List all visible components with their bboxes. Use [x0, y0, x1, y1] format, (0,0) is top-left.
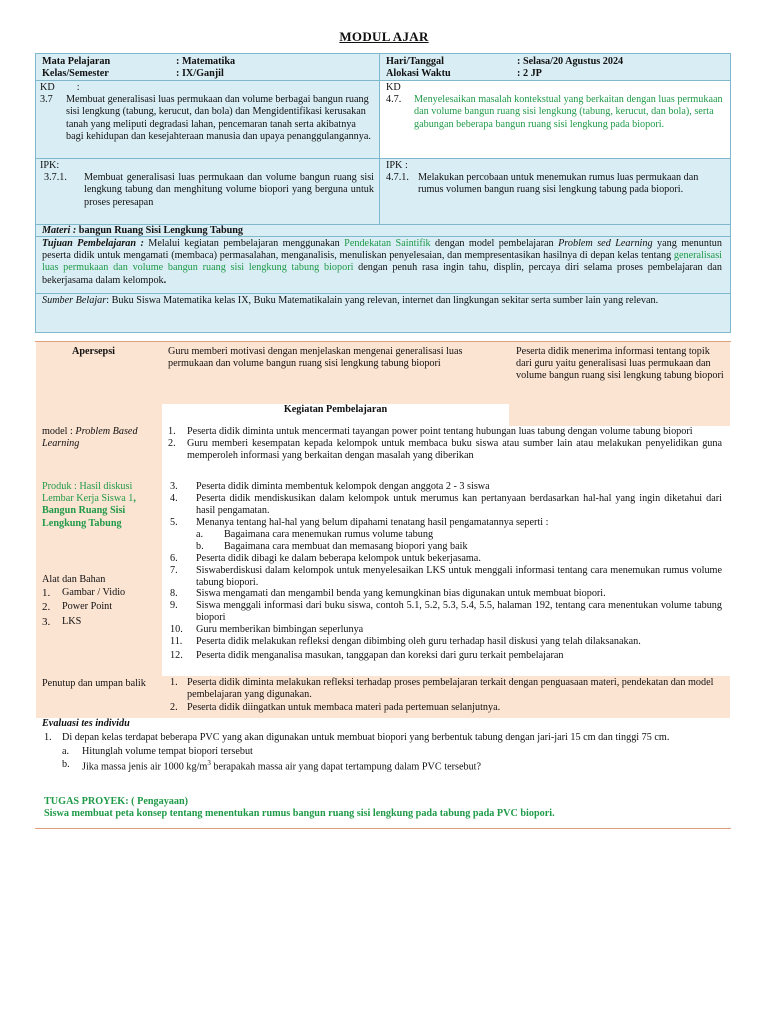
sub-question-text: Jika massa jenis air 1000 kg/m: [82, 761, 208, 773]
produk-label-text: Produk : Hasil diskusi Lembar Kerja Siswa 1: [42, 481, 134, 505]
step-text: Siswa menggali informasi dari buku siswa, contoh 5.1, 5.2, 5.3, 5.4, 5.5, halaman 192, tentang cara menentukan volume tabung biopori: [196, 600, 722, 624]
date-label: Hari/Tanggal: [386, 56, 444, 67]
sub-step-num: b.: [196, 540, 204, 552]
tujuan-topic: generalisasi luas permukaan dan volume bangun ruang sisi lengkung tabung biopori: [42, 250, 722, 274]
penutup-num: 2.: [170, 702, 178, 714]
step-text: Peserta didik melakukan refleksi dengan dibimbing oleh guru terhadap hasil diskusi yang telah dilaksanakan.: [196, 636, 641, 648]
tujuan-row: [42, 238, 722, 287]
step-text: Guru memberikan bimbingan seperlunya: [196, 624, 364, 636]
sub-question-num: a.: [62, 746, 70, 758]
header-left: [42, 56, 372, 80]
kd-left: [40, 82, 374, 143]
kd-left-label: KD: [40, 82, 55, 93]
kegiatan-title: Kegiatan Pembelajaran: [162, 404, 509, 426]
kd-left-colon: :: [76, 82, 80, 93]
superscript: 3: [207, 759, 211, 768]
sumber-row: [42, 295, 722, 307]
step-num: 8.: [170, 588, 178, 600]
alat-item: Gambar / Vidio: [62, 587, 126, 599]
produk-value: Bangun Ruang Sisi Lengkung Tabung: [42, 505, 126, 529]
divider-line: [35, 293, 731, 294]
alat-num: 1.: [42, 587, 51, 600]
divider-line: [35, 828, 731, 829]
time-value: : 2 JP: [517, 68, 542, 80]
materi-label: Materi :: [42, 225, 77, 236]
time-label: Alokasi Waktu: [386, 68, 451, 80]
apersepsi-label: Apersepsi: [72, 346, 116, 357]
class-label: Kelas/Semester: [42, 68, 109, 80]
tujuan-model: Problem sed Learning: [558, 238, 653, 249]
sumber-text: : Buku Siswa Matematika kelas IX, Buku Matematikalain yang relevan, internet dan lingkungan sekitar serta sumber lain yang relevan.: [106, 295, 659, 306]
produk-label: [42, 481, 160, 530]
apersepsi-teacher: Guru memberi motivasi dengan menjelaskan mengenai generalisasi luas permukaan dan volume bangun ruang sisi lengkung tabung biopori: [168, 346, 463, 370]
step-num: 10.: [170, 624, 183, 636]
sub-step-text: Bagaimana cara membuat dan memasang biopori yang baik: [224, 540, 468, 552]
steps-main: [170, 481, 722, 662]
divider-line: [35, 158, 731, 159]
sub-question-text: Hitunglah volume tempat biopori tersebut: [82, 746, 253, 758]
header-right: [386, 56, 726, 80]
penutup-text: Peserta didik diminta melakukan refleksi terhadap proses pembelajaran terkait dengan penguasaan materi, pendekatan dan model pembelajaran yang digunakan.: [187, 677, 714, 701]
evaluasi-question: [44, 732, 716, 774]
step-num: 9.: [170, 600, 178, 612]
ipk-left-text: Membuat generalisasi luas permukaan dan volume bangun ruang sisi lengkung tabung dan menghitung volume biopori yang berguna untuk proses peresapan: [84, 172, 374, 208]
sub-step-num: a.: [196, 528, 204, 540]
tugas-text: Siswa membuat peta konsep tentang menentukan rumus bangun ruang sisi lengkung pada tabung pada PVC biopori.: [44, 808, 555, 819]
ipk-left-number: 3.7.1.: [44, 172, 67, 184]
kd-right: [380, 81, 730, 158]
kd-left-text: Membuat generalisasi luas permukaan dan volume berbagai bangun ruang sisi lengkung (tabung, kerucut, dan bola) dan Mengidentifikasi kerusakan tanah yang meliputi degradasi lahan, pencemaran tanah serta akibatnya bagi kehidupan dan kesejahteraan manusia dan upaya penanggulangannya.: [66, 94, 371, 142]
alat-bahan: [42, 574, 160, 629]
step-num: 4.: [170, 492, 178, 504]
ipk-right-text: Melakukan percobaan untuk menemukan rumus luas permukaan dan rumus volumen bangun ruang sisi lengkung tabung pada biopori.: [418, 172, 699, 196]
materi-text: bangun Ruang Sisi Lengkung Tabung: [76, 225, 244, 236]
evaluasi-title: Evaluasi tes individu: [42, 718, 130, 729]
sub-question-num: b.: [62, 759, 70, 771]
question-num: 1.: [44, 732, 52, 743]
page-title: MODUL AJAR: [339, 29, 429, 44]
apersepsi-student: Peserta didik menerima informasi tentang topik dari guru yaitu generalisasi luas permukaan dan volume bangun ruang sisi lengkung tabung biopori: [516, 346, 724, 382]
alat-item: Power Point: [62, 601, 113, 613]
step-text: Siswa mengamati dan mengambil benda yang kemungkinan bias digunakan untuk membuat biopori.: [196, 588, 606, 600]
produk-separator: ,: [133, 493, 136, 505]
kd-right-text: Menyelesaikan masalah kontekstual yang berkaitan dengan luas permukaan dan volume bangun ruang sisi lengkung (tabung, kerucut, dan bola), serta gabungan beberapa bangun ruang sisi lengkung pada biopori.: [414, 94, 723, 130]
alat-label: Alat dan Bahan: [42, 574, 106, 585]
tujuan-text: dengan penuh rasa ingin tahu, displin, percaya diri selama proses pembelajaran dan bekerjasama dalam kelompok: [42, 262, 723, 286]
tujuan-period: .: [163, 274, 167, 286]
step-text: Peserta didik diminta untuk mencermati tayangan power point tentang hubungan luas tabung dengan volume tabung biopori: [187, 426, 693, 437]
question-text: Di depan kelas terdapat beberapa PVC yang akan digunakan untuk membuat biopori yang berbentuk tabung dengan jari-jari 15 cm dan tinggi 75 cm.: [62, 732, 670, 743]
step-num: 1.: [168, 426, 176, 437]
tujuan-text: Melalui kegiatan pembelajaran menggunakan: [143, 238, 345, 249]
step-num: 3.: [170, 481, 178, 492]
step-text: Siswaberdiskusi dalam kelompok untuk menyelesaikan LKS untuk menggali informasi tentang cara menemukan rumus volume tabung biopori.: [196, 564, 722, 588]
ipk-right: [386, 160, 726, 197]
step-num: 7.: [170, 564, 178, 576]
step-num: 2.: [168, 438, 176, 450]
step-text: Peserta didik mendiskusikan dalam kelompok untuk merumus kan pertanyaan berdasarkan hal-hal yang ingin diketahui dari hasil pengamatan.: [196, 492, 722, 516]
alat-num: 2.: [42, 601, 51, 614]
tujuan-approach: Pendekatan Saintifik: [344, 238, 431, 249]
date-value: : Selasa/20 Agustus 2024: [517, 56, 624, 67]
alat-num: 3.: [42, 615, 51, 628]
class-value: : IX/Ganjil: [176, 68, 224, 80]
header-filler: [509, 404, 730, 426]
sumber-label: Sumber Belajar: [42, 295, 107, 306]
ipk-right-number: 4.7.1.: [386, 172, 409, 184]
alat-item: LKS: [62, 615, 82, 627]
tujuan-text: dengan model pembelajaran: [430, 238, 559, 249]
step-text: Guru memberi kesempatan kepada kelompok untuk membaca buku siswa atau sumber lain atau melakukan penyelidikan guna memperoleh informasi yang berkaitan dengan masalah yang diberikan: [187, 438, 722, 462]
step-text: Peserta didik diminta membentuk kelompok dengan anggota 2 - 3 siswa: [196, 481, 490, 492]
penutup-label: Penutup dan umpan balik: [42, 678, 146, 689]
sub-question-text: berapakah massa air yang dapat tertampung dalam PVC tersebut?: [210, 761, 482, 773]
step-text: Peserta didik dibagi ke dalam beberapa kelompok untuk bekerjasama.: [196, 552, 481, 564]
step-num: 5.: [170, 516, 178, 528]
step-num: 11.: [170, 636, 183, 648]
steps-intro: [168, 426, 722, 463]
step-num: 6.: [170, 552, 178, 564]
subject-label: Mata Pelajaran: [42, 56, 111, 67]
ipk-left: [40, 160, 374, 209]
tujuan-text: yang menuntun peserta didik untuk mengamati (membaca) permasalahan, menganalisis, menuliskan penyelesaian, dan mempresentasikan hasilnya di depan kelas tentang: [42, 238, 722, 262]
model-label-text: model :: [42, 426, 76, 437]
kd-right-number: 4.7.: [386, 94, 402, 106]
tujuan-label: Tujuan Pembelajaran :: [42, 238, 144, 249]
step-text: Menanya tentang hal-hal yang belum dipahami tenatang hasil pengamatannya seperti :: [196, 516, 549, 528]
penutup-text: Peserta didik diingatkan untuk membaca materi pada pertemuan selanjutnya.: [187, 702, 501, 714]
subject-value: : Matematika: [176, 56, 236, 67]
model-value: Problem Based Learning: [42, 426, 138, 450]
tugas-title: TUGAS PROYEK: ( Pengayaan): [44, 796, 189, 807]
materi-row: [42, 225, 722, 237]
kd-right-label: KD: [386, 82, 401, 93]
kd-left-number: 3.7: [40, 94, 53, 106]
model-label: [42, 426, 160, 450]
step-num: 12.: [170, 650, 183, 662]
penutup-num: 1.: [170, 677, 178, 688]
ipk-right-label: IPK :: [386, 160, 408, 171]
ipk-left-label: IPK:: [40, 160, 60, 171]
sub-step-text: Bagaimana cara menemukan rumus volume tabung: [224, 528, 434, 540]
step-text: Peserta didik menganalisa masukan, tanggapan dan koreksi dari guru terkait pembelajaran: [196, 650, 564, 662]
penutup-list: [170, 677, 722, 715]
